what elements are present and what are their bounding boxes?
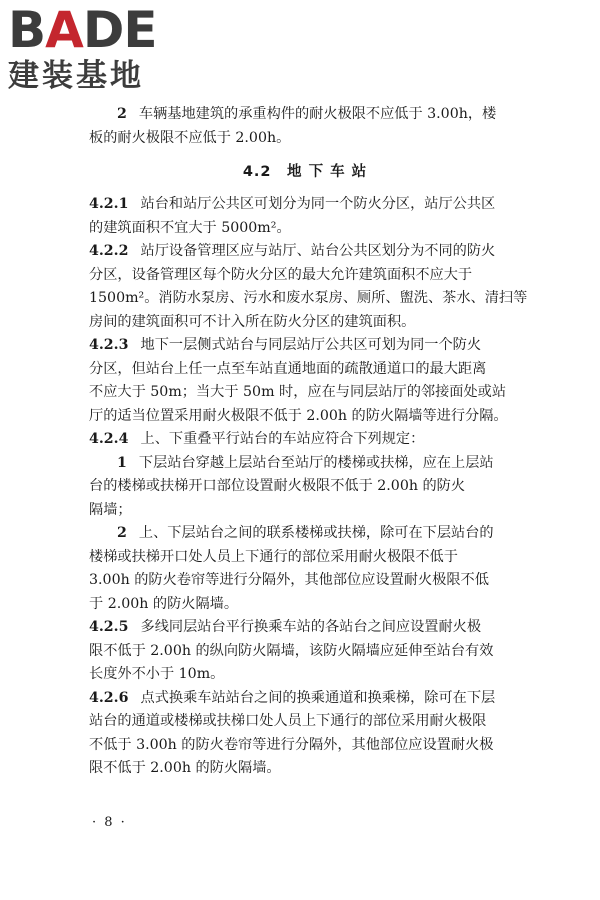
text-content: 板的耐火极限不应低于 2.00h。 xyxy=(89,129,291,146)
logo-chinese-name: 建装基地 xyxy=(8,58,144,94)
text-line xyxy=(89,405,521,429)
text-content: 上、下层站台之间的联系楼梯或扶梯，除可在下层站台的 xyxy=(138,525,494,541)
clause-number: 4.2.5 xyxy=(89,619,129,635)
clause-first-line xyxy=(89,616,521,640)
text-line xyxy=(89,499,521,523)
text-content: 下层站台穿越上层站台至站厅的楼梯或扶梯，应在上层站 xyxy=(138,454,494,471)
text-line xyxy=(89,381,521,405)
clause-number: 4.2.1 xyxy=(89,196,129,212)
text-content: 点式换乘车站站台之间的换乘通道和换乘梯，除可在下层 xyxy=(140,689,496,706)
text-content: 站厅设备管理区应与站厅、站台公共区划分为不同的防火 xyxy=(140,243,496,259)
section-title: 4.2 地 下 车 站 xyxy=(242,164,368,180)
text-content: 长度外不小于 10m。 xyxy=(89,666,225,682)
item-first-line xyxy=(89,522,521,546)
text-content: 多线同层站台平行换乘车站的各站台之间应设置耐火极 xyxy=(140,619,482,635)
text-line xyxy=(89,475,521,499)
logo xyxy=(8,1,180,96)
text-content: 分区，但站台上任一点至车站直通地面的疏散通道口的最大距离 xyxy=(89,360,487,377)
text-content: 上、下重叠平行站台的车站应符合下列规定： xyxy=(140,431,425,447)
item-number: 2 xyxy=(117,525,127,541)
text-content: 不应大于 50m；当大于 50m 时，应在与同层站厅的邻接面处或站 xyxy=(89,384,507,400)
text-content: 分区，设备管理区每个防火分区的最大允许建筑面积不应大于 xyxy=(89,266,473,283)
text-line xyxy=(89,287,528,311)
text-content: 3.00h 的防火卷帘等进行分隔外，其他部位应设置耐火极限不低 xyxy=(89,572,489,588)
text-content: 车辆基地建筑的承重构件的耐火极限不应低于 3.00h，楼 xyxy=(138,106,497,122)
clause-number: 4.2.6 xyxy=(89,689,129,706)
text-content: 楼梯或扶梯开口处人员上下通行的部位采用耐火极限不低于 xyxy=(89,548,458,565)
text-line xyxy=(89,127,521,151)
clause-number: 4.2.2 xyxy=(89,243,129,259)
logo-wordmark: BADE xyxy=(8,1,157,59)
text-content: 地下一层侧式站台与同层站厅公共区可划为同一个防火 xyxy=(140,337,482,353)
text-content: 的建筑面积不宜大于 5000m²。 xyxy=(89,219,291,236)
text-content: 台的楼梯或扶梯开口部位设置耐火极限不低于 2.00h 的防火 xyxy=(89,478,466,494)
text-content: 站台和站厅公共区可划分为同一个防火分区，站厅公共区 xyxy=(140,196,496,212)
text-line xyxy=(89,757,521,781)
text-line xyxy=(89,311,521,335)
text-content: 房间的建筑面积可不计入所在防火分区的建筑面积。 xyxy=(89,313,416,330)
text-line xyxy=(89,710,521,734)
text-content: 不低于 3.00h 的防火卷帘等进行分隔外，其他部位应设置耐火极 xyxy=(89,736,494,753)
item-first-line xyxy=(89,452,521,476)
clause-first-line xyxy=(89,193,521,217)
clause-first-line xyxy=(89,428,521,452)
text-line xyxy=(89,358,521,382)
clause-first-line xyxy=(89,687,521,711)
clause-first-line xyxy=(89,334,521,358)
text-line xyxy=(89,640,521,664)
text-line xyxy=(89,217,521,241)
text-line xyxy=(89,593,521,617)
text-line xyxy=(89,734,521,758)
text-content: 限不低于 2.00h 的防火隔墙。 xyxy=(89,760,281,776)
item-number: 2 xyxy=(117,106,127,122)
text-content: 站台的通道或楼梯或扶梯口处人员上下通行的部位采用耐火极限 xyxy=(89,713,487,729)
text-line xyxy=(89,546,521,570)
text-line xyxy=(89,264,521,288)
page-number: · 8 · xyxy=(92,815,127,830)
text-content: 厅的适当位置采用耐火极限不低于 2.00h 的防火隔墙等进行分隔。 xyxy=(89,407,508,424)
item-first-line xyxy=(89,103,521,127)
text-line xyxy=(89,569,521,593)
clause-number: 4.2.4 xyxy=(89,431,129,447)
text-line xyxy=(89,663,521,687)
text-content: 隔墙； xyxy=(89,501,132,518)
document-body xyxy=(89,103,528,781)
text-content: 限不低于 2.00h 的纵向防火隔墙，该防火隔墙应延伸至站台有效 xyxy=(89,642,494,659)
text-content: 1500m²。消防水泵房、污水和废水泵房、厕所、盥洗、茶水、清扫等 xyxy=(89,290,528,306)
clause-number: 4.2.3 xyxy=(89,337,129,353)
text-content: 于 2.00h 的防火隔墙。 xyxy=(89,595,239,612)
item-number: 1 xyxy=(117,454,127,471)
clause-first-line xyxy=(89,240,521,264)
